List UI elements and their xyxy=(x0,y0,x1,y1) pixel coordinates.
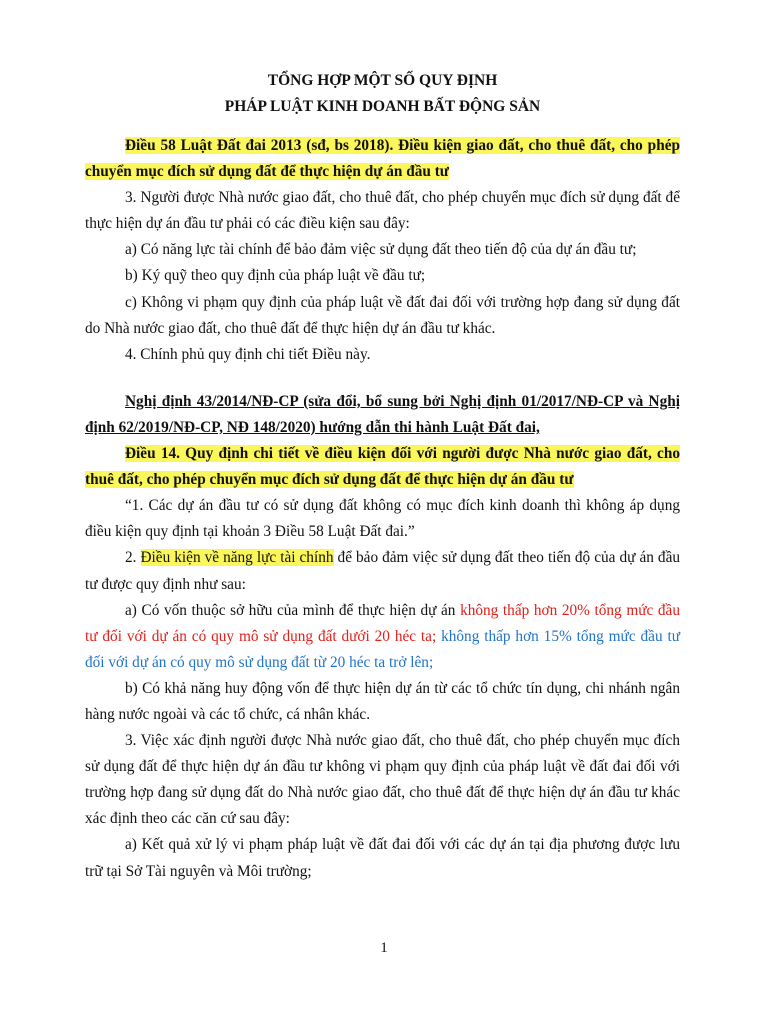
article-58-clause-3c: c) Không vi phạm quy định của pháp luật về đất đai đối với trường hợp đang sử dụng đất do Nhà nước giao đất, cho thuê đất để thực hiện dự án đầu tư khác. xyxy=(85,293,680,337)
article-58-clause-3: 3. Người được Nhà nước giao đất, cho thuê đất, cho phép chuyển mục đích sử dụng đất để thực hiện dự án đầu tư phải có các điều kiện sau đây: xyxy=(85,189,680,233)
article-14-clause-3a: a) Kết quả xử lý vi phạm pháp luật về đất đai đối với các dự án tại địa phương được lưu trữ tại Sở Tài nguyên và Môi trường; xyxy=(85,836,680,880)
article-14-heading-text: Điều 14. Quy định chi tiết về điều kiện đối với người được Nhà nước giao đất, cho thuê đất, cho phép chuyển mục đích sử dụng đất để thực hiện dự án đầu tư xyxy=(85,445,680,489)
page-number: 1 xyxy=(380,940,388,956)
article-14-clause-3: 3. Việc xác định người được Nhà nước giao đất, cho thuê đất, cho phép chuyển mục đích sử dụng đất để thực hiện dự án đầu tư không vi phạm quy định của pháp luật về đất đai đối với trường hợp đang sử dụng đất do Nhà nước giao đất, cho thuê đất để thực hiện dự án đầu tư khác xác định theo các căn cứ sau đây: xyxy=(85,732,680,828)
article-14-clause-2b: b) Có khả năng huy động vốn để thực hiện dự án từ các tổ chức tín dụng, chi nhánh ngân hàng nước ngoài và các tổ chức, cá nhân khác. xyxy=(85,679,680,723)
article-58-clause-3b: b) Ký quỹ theo quy định của pháp luật về đầu tư; xyxy=(125,267,426,285)
clause-2a-blue-text: không thấp hơn 15% tổng mức đầu tư đối với dự án có quy mô sử dụng đất từ 20 héc ta trở lên; xyxy=(85,627,681,671)
decree-heading xyxy=(85,389,680,441)
article-58-clause-4: 4. Chính phủ quy định chi tiết Điều này. xyxy=(125,345,371,363)
article-14-heading xyxy=(85,441,680,493)
article-58-clause-3a: a) Có năng lực tài chính để bảo đảm việc sử dụng đất theo tiến độ của dự án đầu tư; xyxy=(125,241,637,259)
doc-title-line-1: TỔNG HỢP MỘT SỐ QUY ĐỊNH xyxy=(267,72,498,89)
article-14-clause-2a xyxy=(85,598,680,676)
clause-2-prefix: 2. xyxy=(125,549,141,567)
document-body xyxy=(85,68,680,885)
article-58-heading-text: Điều 58 Luật Đất đai 2013 (sđ, bs 2018). Điều kiện giao đất, cho thuê đất, cho phép chuyển mục đích sử dụng đất để thực hiện dự án đầu tư xyxy=(85,137,680,181)
article-58-heading xyxy=(85,133,680,185)
clause-2a-red-text: không thấp hơn 20% tổng mức đầu tư đối với dự án có quy mô sử dụng đất dưới 20 héc ta; xyxy=(85,601,680,645)
clause-2a-prefix: a) Có vốn thuộc sở hữu của mình để thực hiện dự án xyxy=(125,601,461,619)
spacer xyxy=(85,368,680,389)
article-14-clause-2 xyxy=(85,545,680,597)
doc-title-line-2: PHÁP LUẬT KINH DOANH BẤT ĐỘNG SẢN xyxy=(224,98,541,115)
decree-heading-text: Nghị định 43/2014/NĐ-CP (sửa đổi, bổ sung bởi Nghị định 01/2017/NĐ-CP và Nghị định 62/2019/NĐ-CP, NĐ 148/2020) hướng dẫn thi hành Luật Đất đai, xyxy=(85,392,680,436)
clause-2-highlight: Điều kiện về năng lực tài chính xyxy=(140,549,334,567)
spacer xyxy=(85,120,680,133)
article-14-clause-1: “1. Các dự án đầu tư có sử dụng đất không có mục đích kinh doanh thì không áp dụng điều kiện quy định tại khoản 3 Điều 58 Luật Đất đai.” xyxy=(85,497,680,541)
clause-2-rest: để bảo đảm việc sử dụng đất theo tiến độ của dự án đầu tư được quy định như sau: xyxy=(85,549,681,593)
